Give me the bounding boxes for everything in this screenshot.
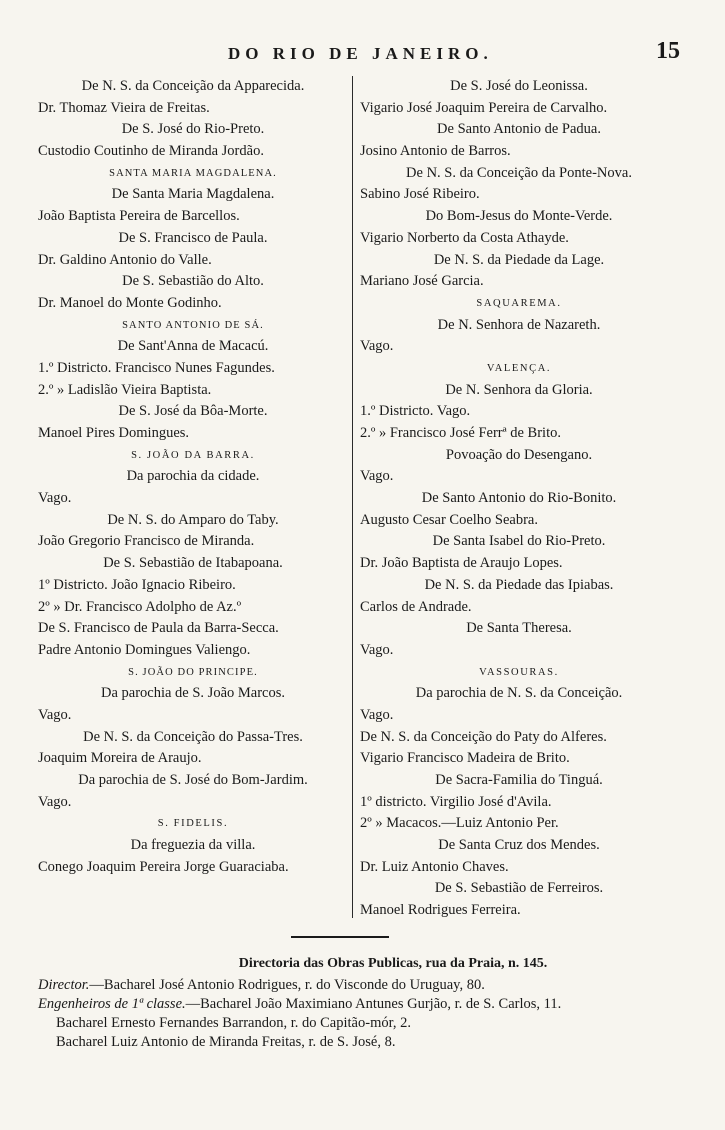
entry-line: De N. S. da Conceição da Apparecida.: [81, 78, 305, 94]
entry-line: Augusto Cesar Coelho Seabra.: [360, 511, 538, 528]
entry-line: 1º districto. Virgilio José d'Avila.: [360, 793, 552, 810]
entry-line: Sabino José Ribeiro.: [360, 186, 480, 203]
section-heading: S. JOÃO DO PRINCIPE.: [128, 666, 258, 678]
page-number: 15: [656, 38, 680, 64]
entry-line: Do Bom-Jesus do Monte-Verde.: [425, 208, 613, 225]
entry-line: Dr. João Baptista de Araujo Lopes.: [360, 555, 563, 572]
entry-line: Vigario Francisco Madeira de Brito.: [360, 750, 570, 767]
section-heading: SAQUAREMA.: [476, 297, 562, 309]
entry-line: Da parochia de S. João Marcos.: [100, 685, 285, 702]
entry-line: De S. José da Bôa-Morte.: [118, 403, 268, 420]
entry-line: De Sacra-Familia do Tinguá.: [435, 772, 603, 788]
entry-line: De N. Senhora da Gloria.: [445, 381, 593, 398]
engineers-line: [38, 995, 688, 1014]
entry-line: De S. José do Rio-Preto.: [121, 121, 265, 138]
entry-line: De Santo Antonio do Rio-Bonito.: [421, 490, 617, 507]
entry-line: 2º » Dr. Francisco Adolpho de Az.º: [38, 598, 242, 615]
entry-line: Da parochia da cidade.: [126, 468, 260, 485]
entry-line: De Santo Antonio de Padua.: [437, 121, 601, 138]
entry-line: Da freguezia da villa.: [130, 837, 256, 854]
entry-line: De N. S. da Conceição da Ponte-Nova.: [406, 164, 632, 181]
section-heading: SANTO ANTONIO DE SÁ.: [122, 319, 264, 331]
engineers-label: Engenheiros de 1ª classe.: [38, 996, 186, 1012]
entry-line: 2.º » Ladislão Vieira Baptista.: [38, 381, 212, 398]
entry-line: Padre Antonio Domingues Valiengo.: [38, 641, 251, 658]
page-header: [0, 38, 725, 70]
engineer-line-3: Bacharel Luiz Antonio de Miranda Freitas, r. de S. José, 8.: [56, 1034, 396, 1050]
section-heading: VASSOURAS.: [479, 666, 559, 678]
section-heading: VALENÇA.: [486, 362, 552, 374]
entry-line: De N. S. da Conceição do Paty do Alferes.: [360, 728, 607, 745]
entry-line: De N. S. da Conceição do Passa-Tres.: [83, 728, 303, 745]
entry-line: Da parochia de S. José do Bom-Jardim.: [78, 772, 308, 788]
engineers-text: —Bacharel João Maximiano Antunes Gurjão, r. de S. Carlos, 11.: [185, 996, 562, 1012]
section-heading: SANTA MARIA MAGDALENA.: [109, 167, 277, 179]
entry-line: Josino Antonio de Barros.: [360, 143, 511, 160]
entry-line: João Baptista Pereira de Barcellos.: [38, 208, 240, 225]
entry-line: Dr. Thomaz Vieira de Freitas.: [38, 99, 210, 116]
entry-line: De Sant'Anna de Macacú.: [117, 338, 269, 355]
entry-line: João Gregorio Francisco de Miranda.: [38, 533, 255, 550]
left-column: [38, 76, 348, 878]
entry-line: De Santa Theresa.: [466, 620, 572, 637]
entry-line: Manoel Rodrigues Ferreira.: [360, 902, 521, 919]
entry-line: Custodio Coutinho de Miranda Jordão.: [38, 143, 264, 160]
entry-line: Manoel Pires Domingues.: [38, 425, 190, 441]
engineer-line-2: Bacharel Ernesto Fernandes Barrandon, r. do Capitão-mór, 2.: [56, 1015, 411, 1031]
entry-line: De S. Sebastião de Itabapoana.: [103, 555, 283, 572]
running-title: DO RIO DE JANEIRO.: [228, 44, 493, 63]
entry-line: Dr. Manoel do Monte Godinho.: [38, 294, 222, 311]
section-heading: S. JOÃO DA BARRA.: [131, 449, 255, 461]
entry-line: Vago.: [360, 468, 394, 485]
entry-line: Joaquim Moreira de Araujo.: [38, 750, 202, 767]
entry-line: Vago.: [360, 338, 394, 355]
entry-line: De S. José do Leonissa.: [450, 78, 588, 94]
director-label: Director.: [38, 977, 90, 993]
entry-line: Vigario Norberto da Costa Athayde.: [360, 229, 569, 246]
entry-line: Vago.: [38, 793, 72, 810]
entry-line: Vago.: [38, 490, 72, 507]
entry-line: 1º Districto. João Ignacio Ribeiro.: [38, 576, 236, 593]
entry-line: De N. S. da Piedade das Ipiabas.: [424, 576, 614, 593]
entry-line: Vigario José Joaquim Pereira de Carvalho.: [360, 99, 608, 116]
entry-line: De S. Francisco de Paula.: [118, 229, 268, 246]
entry-line: 2º » Macacos.—Luiz Antonio Per.: [360, 815, 559, 832]
directory-footer: [38, 952, 688, 1052]
entry-line: Da parochia de N. S. da Conceição.: [415, 685, 623, 702]
director-line: [38, 976, 688, 995]
column-divider: [352, 76, 353, 918]
entry-line: Povoação do Desengano.: [445, 446, 593, 463]
entry-line: De S. Sebastião do Alto.: [122, 273, 264, 290]
entry-line: De N. S. do Amparo do Taby.: [107, 511, 279, 528]
entry-line: Vago.: [38, 706, 72, 723]
entry-line: De Santa Isabel do Rio-Preto.: [432, 533, 606, 550]
right-column: [360, 76, 678, 922]
section-heading: S. FIDELIS.: [157, 818, 229, 830]
entry-line: Dr. Luiz Antonio Chaves.: [360, 858, 509, 875]
entry-line: De S. Sebastião de Ferreiros.: [434, 880, 604, 897]
entry-line: De S. Francisco de Paula da Barra-Secca.: [38, 620, 279, 637]
section-rule: [291, 936, 389, 938]
entry-line: Mariano José Garcia.: [360, 273, 484, 290]
entry-line: De N. S. da Piedade da Lage.: [433, 251, 605, 268]
entry-line: Vago.: [360, 641, 394, 658]
entry-line: Dr. Galdino Antonio do Valle.: [38, 251, 212, 268]
footer-title: Directoria das Obras Publicas, rua da Praia, n. 145.: [238, 956, 548, 971]
entry-line: 1.º Districto. Francisco Nunes Fagundes.: [38, 359, 275, 376]
entry-line: Conego Joaquim Pereira Jorge Guaraciaba.: [38, 858, 289, 875]
director-text: —Bacharel José Antonio Rodrigues, r. do Visconde do Uruguay, 80.: [89, 977, 485, 993]
entry-line: De N. Senhora de Nazareth.: [437, 316, 601, 333]
entry-line: De Santa Cruz dos Mendes.: [438, 837, 600, 854]
entry-line: Carlos de Andrade.: [360, 598, 472, 615]
entry-line: 2.º » Francisco José Ferrª de Brito.: [360, 425, 561, 441]
entry-line: Vago.: [360, 706, 394, 723]
entry-line: De Santa Maria Magdalena.: [111, 186, 275, 203]
entry-line: 1.º Districto. Vago.: [360, 403, 471, 420]
